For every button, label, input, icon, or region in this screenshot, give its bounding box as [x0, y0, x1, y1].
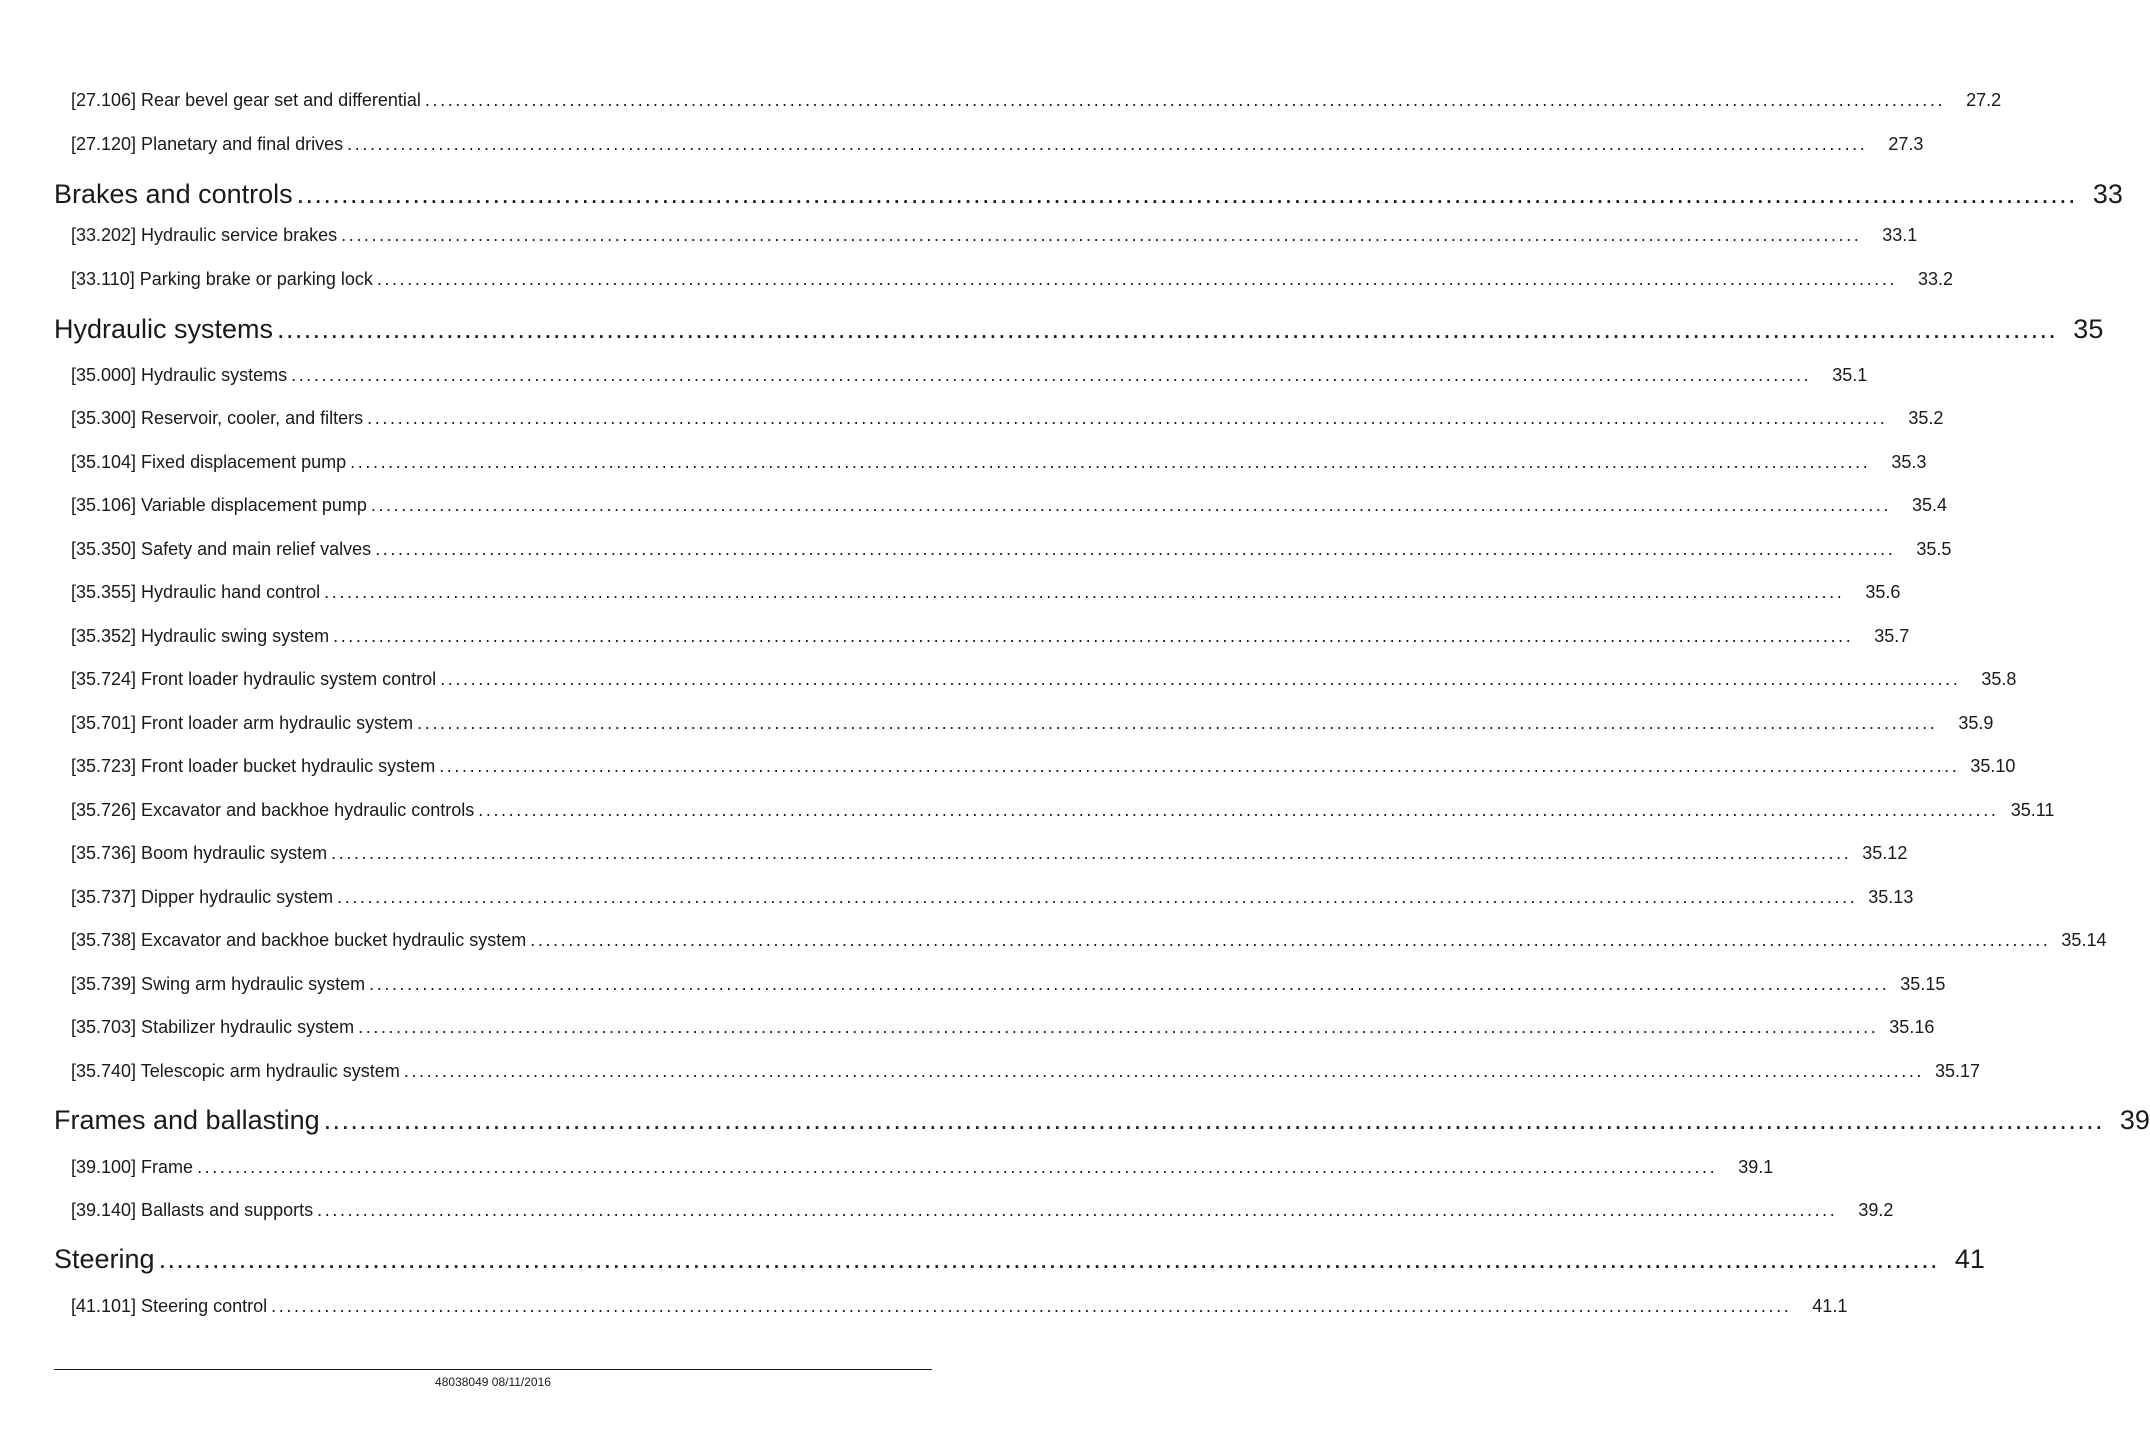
footer-divider [54, 1369, 932, 1370]
toc-entry-label: [35.723] Front loader bucket hydraulic system [71, 756, 436, 776]
toc-section[interactable] [54, 1103, 2150, 1137]
toc-entry-label: [35.701] Front loader arm hydraulic system [71, 713, 414, 733]
toc-entry-label: [41.101] Steering control [71, 1296, 268, 1316]
dot-leader: ........................................................................................................................................................................................................ [197, 1157, 1718, 1177]
dot-leader: ........................................................................................................................................................................................................ [331, 843, 1852, 863]
toc-section-page: 35 [2073, 314, 2104, 344]
toc-entry-label: [35.737] Dipper hydraulic system [71, 887, 334, 907]
toc-entry-label: [35.738] Excavator and backhoe bucket hydraulic system [71, 930, 527, 950]
toc-entry-page: 35.16 [1889, 1017, 1935, 1037]
toc-section-label: Hydraulic systems [54, 314, 274, 344]
dot-leader: ........................................................................................................................................................................................................ [333, 626, 1854, 646]
dot-leader: ........................................................................................................................................................................................................ [358, 1017, 1879, 1037]
toc-entry-page: 35.13 [1868, 887, 1914, 907]
dot-leader: ........................................................................................................................................................................................................ [369, 974, 1890, 994]
toc-entry[interactable] [71, 537, 1952, 561]
toc-entry[interactable] [71, 88, 2002, 112]
toc-entry-label: [35.104] Fixed displacement pump [71, 452, 347, 472]
toc-entry-label: [35.726] Excavator and backhoe hydraulic controls [71, 800, 475, 820]
toc-entry[interactable] [71, 841, 1908, 865]
dot-leader: ........................................................................................................................................................................................................ [375, 539, 1896, 559]
toc-entry[interactable] [71, 223, 1918, 247]
toc-entry-page: 39.2 [1858, 1200, 1894, 1220]
dot-leader: ........................................................................................................................................................................................................ [341, 225, 1862, 245]
dot-leader: ........................................................................................................................................................................................................ [271, 1296, 1792, 1316]
dot-leader: ........................................................................................................................................................................................................ [317, 1200, 1838, 1220]
toc-section[interactable] [54, 177, 2123, 211]
toc-entry-page: 41.1 [1812, 1296, 1848, 1316]
dot-leader: ........................................................................................................................................................................................................ [376, 269, 1898, 289]
toc-entry[interactable] [71, 406, 1944, 430]
toc-entry-label: [33.202] Hydraulic service brakes [71, 225, 338, 245]
dot-leader: ........................................................................................................................................................................................................ [337, 887, 1858, 907]
toc-entry[interactable] [71, 493, 1948, 517]
toc-entry-page: 35.8 [1981, 669, 2017, 689]
toc-entry-label: [35.740] Telescopic arm hydraulic system [71, 1061, 400, 1081]
dot-leader: ........................................................................................................................................................................................................ [296, 179, 2077, 209]
toc-section[interactable] [54, 312, 2104, 346]
dot-leader: ........................................................................................................................................................................................................ [367, 408, 1888, 428]
toc-section-label: Frames and ballasting [54, 1105, 320, 1135]
dot-leader: ........................................................................................................................................................................................................ [439, 756, 1960, 776]
toc-entry[interactable] [71, 1198, 1894, 1222]
toc-entry[interactable] [71, 928, 2107, 952]
toc-entry[interactable] [71, 624, 1910, 648]
toc-entry[interactable] [71, 972, 1946, 996]
toc-section-label: Steering [54, 1244, 155, 1274]
toc-entry-page: 35.17 [1934, 1061, 1981, 1081]
toc-entry[interactable] [71, 1059, 1981, 1083]
toc-section-label: Brakes and controls [54, 179, 293, 209]
dot-leader: ........................................................................................................................................................................................................ [417, 713, 1938, 733]
toc-section-page: 33 [2092, 179, 2123, 209]
dot-leader: ........................................................................................................................................................................................................ [403, 1061, 1925, 1081]
toc-entry-page: 27.2 [1966, 90, 2002, 110]
toc-entry-page: 35.3 [1891, 452, 1927, 472]
toc-entry-page: 35.6 [1865, 582, 1901, 602]
toc-entry-label: [35.300] Reservoir, cooler, and filters [71, 408, 364, 428]
dot-leader: ........................................................................................................................................................................................................ [370, 495, 1892, 515]
toc-entry-page: 35.14 [2061, 930, 2107, 950]
toc-entry[interactable] [71, 667, 2017, 691]
toc-section-page: 39 [2119, 1105, 2150, 1135]
toc-entry-page: 35.2 [1908, 408, 1944, 428]
toc-entry-label: [35.736] Boom hydraulic system [71, 843, 328, 863]
toc-entry-page: 35.10 [1970, 756, 2016, 776]
toc-entry-page: 27.3 [1888, 134, 1924, 154]
toc-entry[interactable] [71, 1294, 1848, 1318]
toc-entry-label: [27.106] Rear bevel gear set and differential [71, 90, 421, 110]
toc-entry[interactable] [71, 580, 1901, 604]
toc-section[interactable] [54, 1242, 1985, 1276]
toc-entry-page: 35.11 [2010, 800, 2055, 820]
toc-entry[interactable] [71, 132, 1924, 156]
dot-leader: ........................................................................................................................................................................................................ [478, 800, 1999, 820]
toc-entry-label: [33.110] Parking brake or parking lock [71, 269, 373, 289]
dot-leader: ........................................................................................................................................................................................................ [323, 1105, 2104, 1135]
dot-leader: ........................................................................................................................................................................................................ [440, 669, 1961, 689]
toc-entry-label: [35.106] Variable displacement pump [71, 495, 367, 515]
dot-leader: ........................................................................................................................................................................................................ [158, 1244, 1939, 1274]
toc-entry[interactable] [71, 363, 1868, 387]
toc-entry-page: 35.7 [1874, 626, 1910, 646]
toc-entry-page: 35.5 [1916, 539, 1952, 559]
toc-entry-label: [35.352] Hydraulic swing system [71, 626, 330, 646]
toc-entry-page: 35.1 [1832, 365, 1868, 385]
toc-entry[interactable] [71, 798, 2055, 822]
toc-entry-label: [35.703] Stabilizer hydraulic system [71, 1017, 355, 1037]
toc-entry-label: [39.140] Ballasts and supports [71, 1200, 314, 1220]
toc-entry[interactable] [71, 1155, 1774, 1179]
footer-doc-id: 48038049 08/11/2016 [435, 1375, 551, 1389]
dot-leader: ........................................................................................................................................................................................................ [530, 930, 2051, 950]
toc-entry-page: 35.4 [1912, 495, 1948, 515]
toc-entry-label: [35.739] Swing arm hydraulic system [71, 974, 366, 994]
toc-section-page: 41 [1954, 1244, 1985, 1274]
toc-entry[interactable] [71, 754, 2016, 778]
dot-leader: ........................................................................................................................................................................................................ [324, 582, 1845, 602]
dot-leader: ........................................................................................................................................................................................................ [291, 365, 1812, 385]
toc-entry-page: 33.1 [1882, 225, 1918, 245]
toc-entry-label: [39.100] Frame [71, 1157, 194, 1177]
toc-entry[interactable] [71, 1015, 1935, 1039]
toc-entry[interactable] [71, 711, 1994, 735]
toc-entry-label: [27.120] Planetary and final drives [71, 134, 344, 154]
toc-entry-label: [35.355] Hydraulic hand control [71, 582, 321, 602]
toc-entry-label: [35.724] Front loader hydraulic system control [71, 669, 437, 689]
toc-entry-label: [35.350] Safety and main relief valves [71, 539, 372, 559]
toc-entry-page: 33.2 [1918, 269, 1954, 289]
dot-leader: ........................................................................................................................................................................................................ [347, 134, 1868, 154]
toc-entry-label: [35.000] Hydraulic systems [71, 365, 288, 385]
dot-leader: ........................................................................................................................................................................................................ [277, 314, 2058, 344]
toc-entry-page: 35.12 [1862, 843, 1908, 863]
toc-entry-page: 35.15 [1900, 974, 1946, 994]
toc-entry-page: 35.9 [1958, 713, 1994, 733]
toc-entry-page: 39.1 [1738, 1157, 1774, 1177]
dot-leader: ........................................................................................................................................................................................................ [424, 90, 1946, 110]
dot-leader: ........................................................................................................................................................................................................ [350, 452, 1871, 472]
toc-entry[interactable] [71, 267, 1954, 291]
toc-entry[interactable] [71, 885, 1914, 909]
toc-entry[interactable] [71, 450, 1927, 474]
